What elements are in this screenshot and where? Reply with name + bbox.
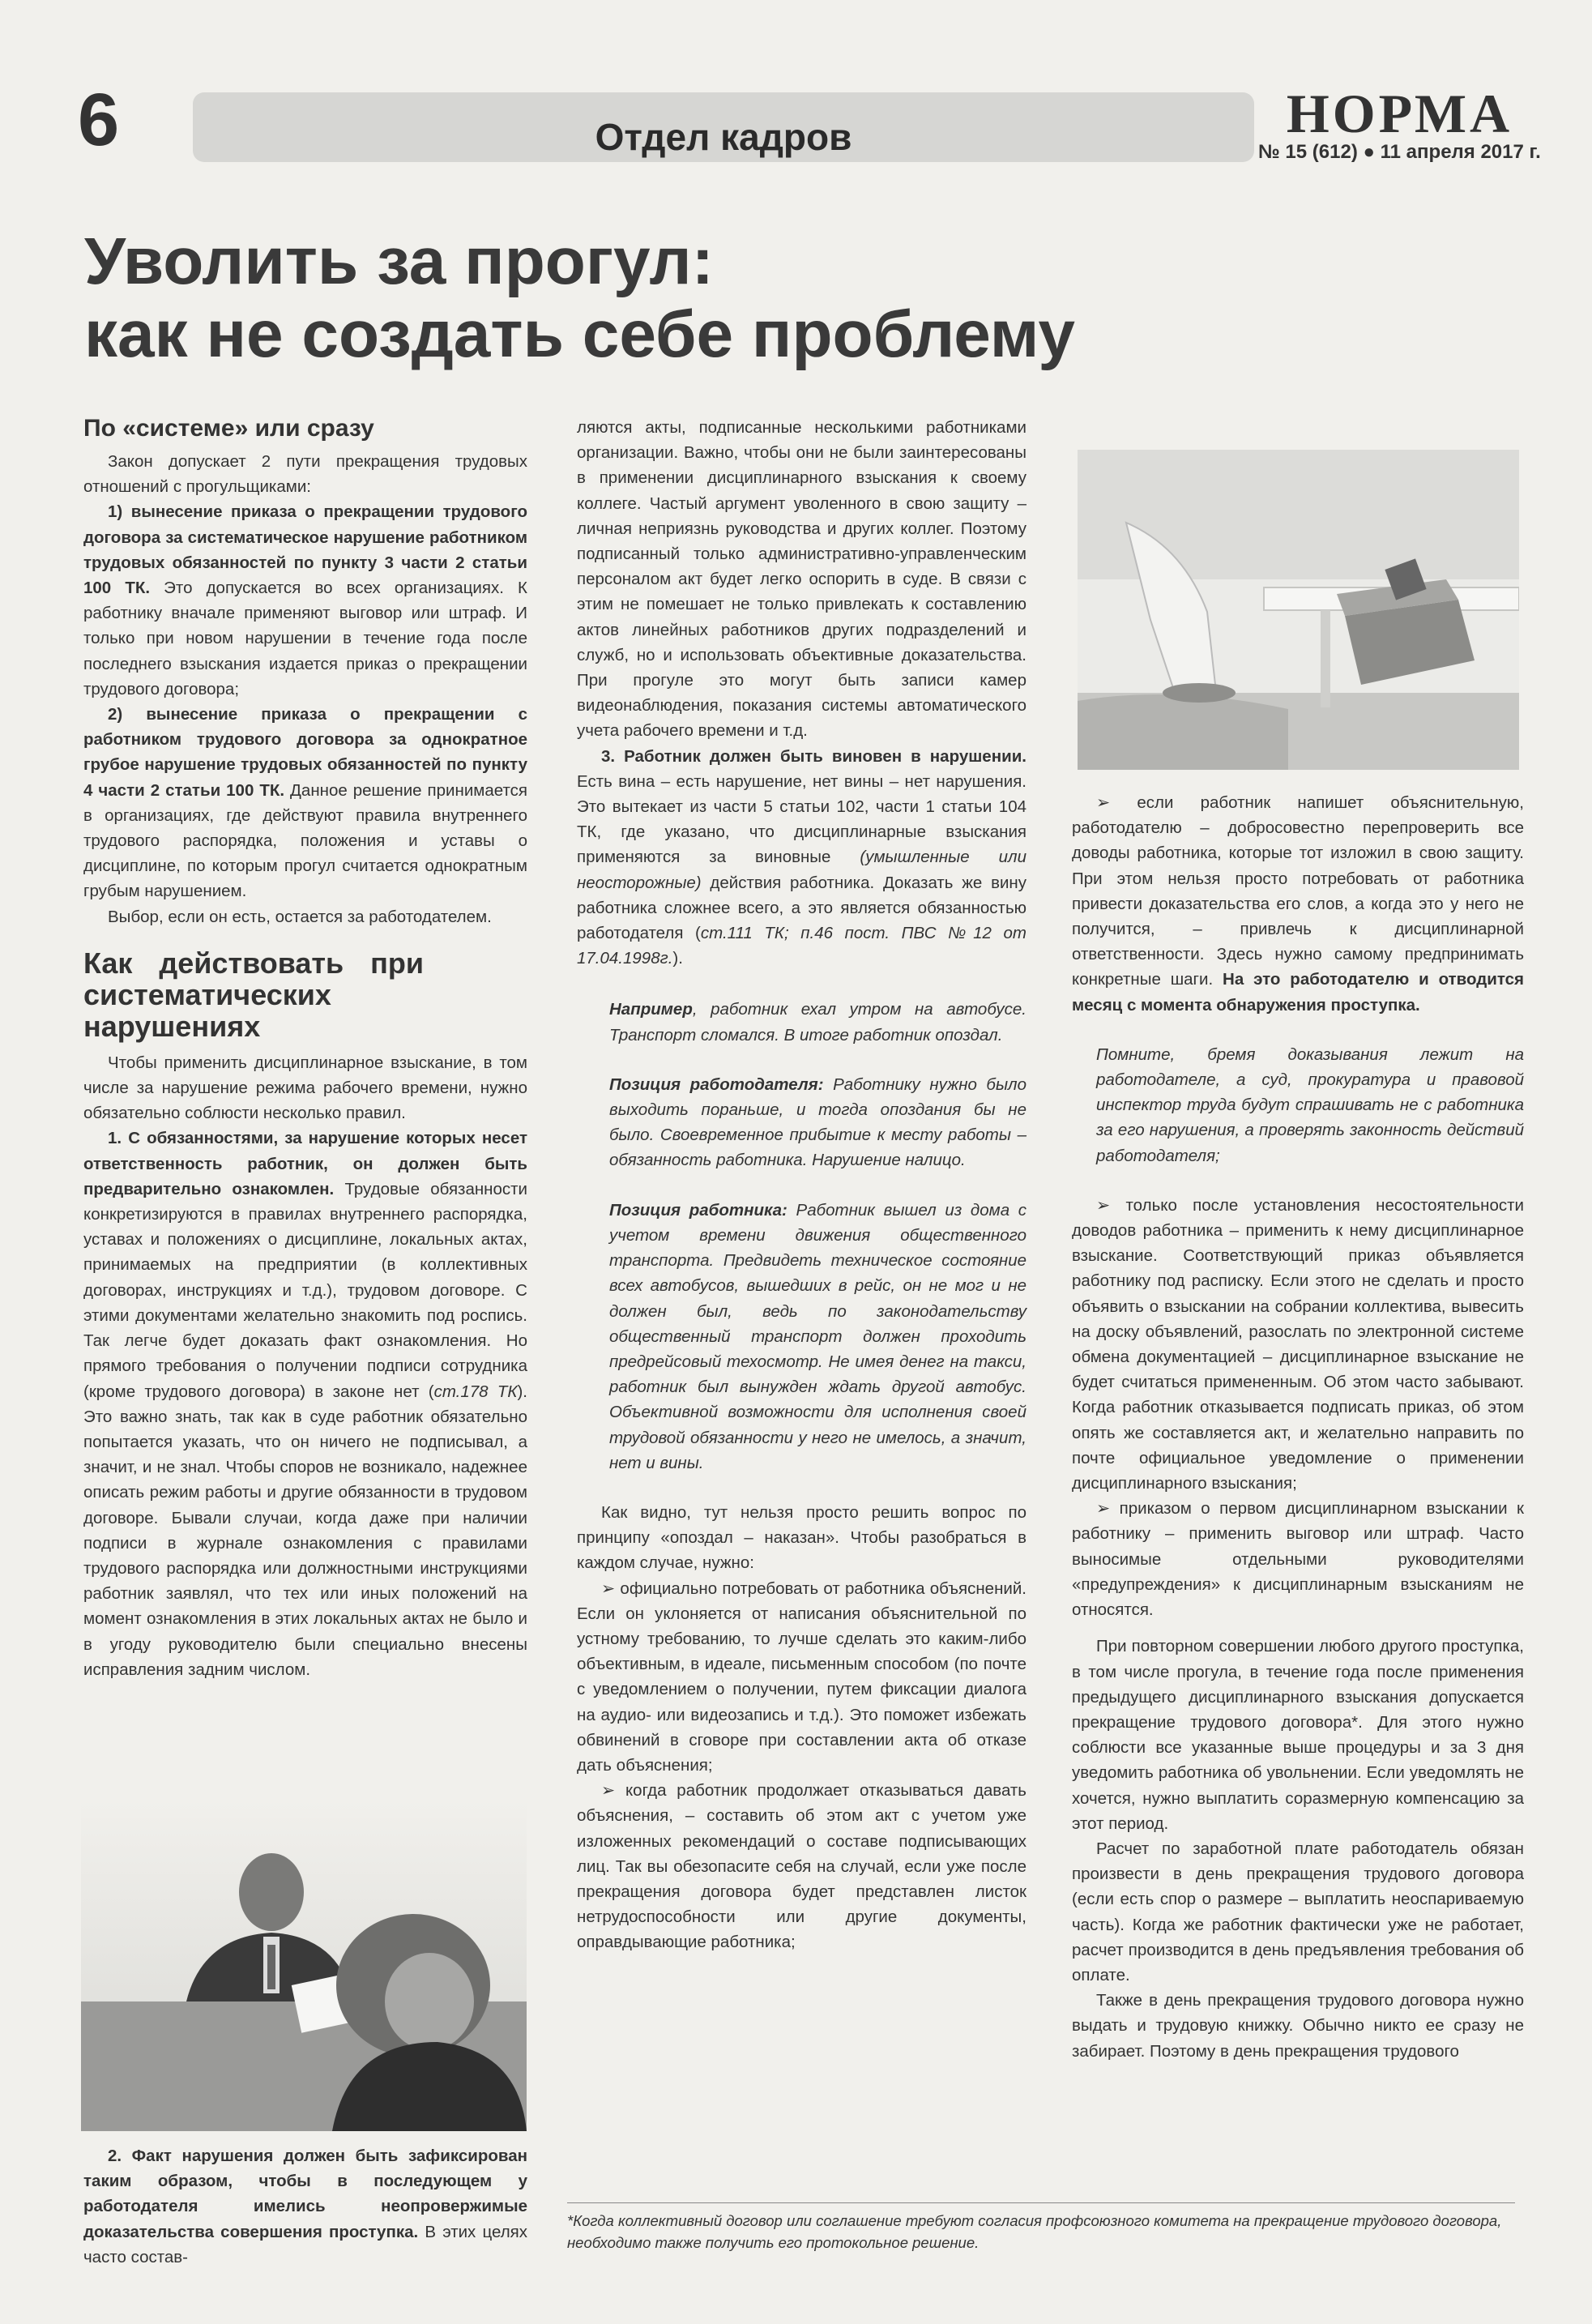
headline-line-1: Уволить за прогул: <box>84 224 714 298</box>
paragraph: 1) вынесение приказа о прекращении трудового договора за систематическое нарушение работником трудовых обязанностей по пункту 3 части 2 статьи 100 ТК. Это допускается во всех организациях. К работнику вначале применяют выговор или штраф. И только при новом нарушении в течение года после последнего взыскания издается приказ о прекращении трудового договора; <box>83 502 527 698</box>
paragraph: Чтобы применить дисциплинарное взыскание, в том числе за нарушение режима рабочего времени, нужно обязательно соблюсти несколько правил. <box>83 1053 527 1123</box>
page-number: 6 <box>78 79 120 161</box>
photo-meeting <box>81 1799 527 2131</box>
bullet-item: ➢ официально потребовать от работника объяснений. Если он уклоняется от написания объяснительной по устному требованию, то лучше сделать это каким-либо объективным, в идеале, письменным способом (по почте с уведомлением о получении, путем фиксации диалога на аудио- или видеозапись и т.д.). Это поможет избежать обвинений в сговоре при составлении акта об отказе дать объяснения; <box>577 1579 1026 1775</box>
column-2 <box>577 415 1026 1955</box>
paragraph: Расчет по заработной плате работодатель обязан произвести в день прекращения трудового договора (если есть спор о размере – выплатить неоспариваемую часть). Когда же работник фактически уже не работает, расчет производится в день предъявления требования об оплате. <box>1072 1839 1524 1984</box>
column-1 <box>83 415 527 1682</box>
note-paragraph: Помните, бремя доказывания лежит на работодателе, а суд, прокуратура и правовой инспектор труда будут спрашивать не с работника за его нарушения, а проверять законность действий работодателя; <box>1096 1045 1524 1165</box>
paragraph: 3. Работник должен быть виновен в нарушении. Есть вина – есть нарушение, нет вины – нет нарушения. Это вытекает из части 5 статьи 102, части 1 статьи 104 ТК, где указано, что дисциплинарные взыскания применяются за виновные (умышленные или неосторожные) действия работника. Доказать же вину работника сложнее всего, а это является обязанностью работодателя (ст.111 ТК; п.46 пост. ПВС №12 от 17.04.1998г.). <box>577 746 1026 968</box>
paragraph: ляются акты, подписанные несколькими работниками организации. Важно, чтобы они не были заинтересованы в применении дисциплинарного взыскания к своему коллеге. Частый аргумент уволенного в свою защиту – личная неприязнь руководства и других коллег. Поэтому подписанный только административно-управленческим персоналом акт будет легко оспорить в суде. В связи с этим не помешает не только привлекать к составлению актов линейных работников других подразделений и служб, но и использовать объективные доказательства. При прогуле это могут быть записи камер видеонаблюдения, показания системы автоматического учета рабочего времени и т.д. <box>577 418 1026 741</box>
paragraph: 2) вынесение приказа о прекращении с работником трудового договора за однократное грубое нарушение трудовых обязанностей по пункту 4 части 2 статьи 100 ТК. Данное решение принимается в организациях, где действуют правила внутреннего трудового распорядка, положения и уставы о дисциплине, по которым прогул считается однократным грубым нарушением. <box>83 705 527 901</box>
bullet-item: ➢ только после установления несостоятельности доводов работника – применить к нему дисциплинарное взыскание. Соответствующий приказ объявляется работнику под расписку. Если этого не сделать и просто объявить о взыскании на собрании коллектива, вывесить на доску объявлений, разослать по электронной системе обмена документацией – дисциплинарное взыскание не будет считаться примененным. Об этом часто забывают. Когда работник отказывается подписать приказ, об этом опять же составляется акт, и желательно направить по почте официальное уведомление о применении дисциплинарного взыскания; <box>1072 1195 1524 1493</box>
article-headline <box>84 225 1075 371</box>
paragraph: Выбор, если он есть, остается за работодателем. <box>108 907 492 926</box>
newspaper-brand: НОРМА <box>1286 83 1513 144</box>
column-1-bottom <box>83 2143 527 2270</box>
column-3 <box>1072 790 1524 2064</box>
section-title: Отдел кадров <box>595 116 852 158</box>
bullet-item: ➢ приказом о первом дисциплинарном взыскании к работнику – применить выговор или штраф. Часто выносимые отдельными руководителями «предупреждения» к дисциплинарным взысканиям не относятся. <box>1072 1499 1524 1620</box>
paragraph: 2. Факт нарушения должен быть зафиксирован таким образом, чтобы в последующем у работодателя имелись неопровержимые доказательства совершения проступка. В этих целях часто состав- <box>83 2147 528 2266</box>
subheading-systematic: Как действовать при систематических нарушениях <box>83 946 424 1043</box>
bullet-item: ➢ если работник напишет объяснительную, работодателю – добросовестно перепроверить все доводы работника, которые тот изложил в свою защиту. При этом нельзя просто потребовать от работника привести доказательства его слов, а когда это у него не получится, – привлечь к дисциплинарной ответственности. Здесь нужно самому предпринимать конкретные шаги. На это работодателю и отводится месяц с момента обнаружения проступка. <box>1072 793 1524 1015</box>
issue-info: № 15 (612) ● 11 апреля 2017 г. <box>1258 141 1541 163</box>
headline-line-2: как не создать себе проблему <box>84 297 1075 371</box>
paragraph: 1. С обязанностями, за нарушение которых несет ответственность работник, он должен быть предварительно ознакомлен. Трудовые обязанности конкретизируются в правилах внутреннего распорядка, уставах и положениях о дисциплине, локальных актах, принимаемых на предприятии (в коллективных договорах, инструкциях и т.д.), трудовом договоре. С этими документами желательно знакомить под роспись. Так легче будет доказать факт ознакомления. Но прямого требования о получении подписи сотрудника (кроме трудового договора) в законе нет (ст.178 ТК). Это важно знать, так как в суде работник обязательно попытается указать, что он ничего не подписывал, а значит, и не знал. Чтобы споров не возникало, надежнее описать режим работы и другие обязанности в трудовом договоре. Бывали случаи, когда даже при наличии подписи в журнале ознакомления с правилами трудового распорядка или должностными инструкциями работник заявлял, что тех или иных положений на момент ознакомления в этих локальных актах не было и в угоду руководителю были специально внесены исправления задним числом. <box>83 1129 528 1679</box>
footnote: *Когда коллективный договор или соглашение требуют согласия профсоюзного комитета на прекращение трудового договора, необходимо также получить его протокольное решение. <box>567 2202 1515 2254</box>
example-paragraph: Позиция работодателя: Работнику нужно было выходить пораньше, и тогда опоздания бы не было. Своевременное прибытие к месту работы – обязанность работника. Нарушение налицо. <box>609 1074 1026 1170</box>
paragraph: Также в день прекращения трудового договора нужно выдать и трудовую книжку. Обычно никто ее сразу не забирает. Поэтому в день прекращения трудового <box>1072 1991 1524 2061</box>
subheading-system: По «системе» или сразу <box>83 415 374 442</box>
bullet-item: ➢ когда работник продолжает отказываться давать объяснения, – составить об этом акт с учетом уже изложенных рекомендаций о составе подписывающих лиц. Так вы обезопасите себя на случай, если уже после прекращения договора будет представлен листок нетрудоспособности или другие документы, оправдывающие работника; <box>577 1781 1026 1952</box>
paragraph: Закон допускает 2 пути прекращения трудовых отношений с прогульщиками: <box>83 452 527 497</box>
paragraph: При повторном совершении любого другого проступка, в том числе прогула, в течение года после применения предыдущего дисциплинарного взыскания допускается прекращение трудового договора*. Для этого нужно соблюсти все указанные выше процедуры и за 3 дня уведомить работника об увольнении. Если уведомлять не хочется, нужно выплатить соразмерную компенсацию за этот период. <box>1072 1637 1524 1833</box>
example-paragraph: Например, работник ехал утром на автобусе. Транспорт сломался. В итоге работник опоздал. <box>609 1000 1026 1045</box>
photo-office <box>1078 450 1519 770</box>
paragraph: Как видно, тут нельзя просто решить вопрос по принципу «опоздал – наказан». Чтобы разобраться в каждом случае, нужно: <box>577 1502 1026 1573</box>
section-bar <box>193 92 1254 162</box>
example-paragraph: Позиция работника: Работник вышел из дома с учетом времени движения общественного транспорта. Предвидеть техническое состояние всех автобусов, вышедших в рейс, он не мог и не должен был, ведь по законодательству общественный транспорт должен проходить предрейсовый техосмотр. Не имея денег на такси, работник был вынужден ждать другой автобус. Объективной возможности для исполнения своей трудовой обязанности у него не имелось, а значит, нет и вины. <box>609 1200 1027 1472</box>
